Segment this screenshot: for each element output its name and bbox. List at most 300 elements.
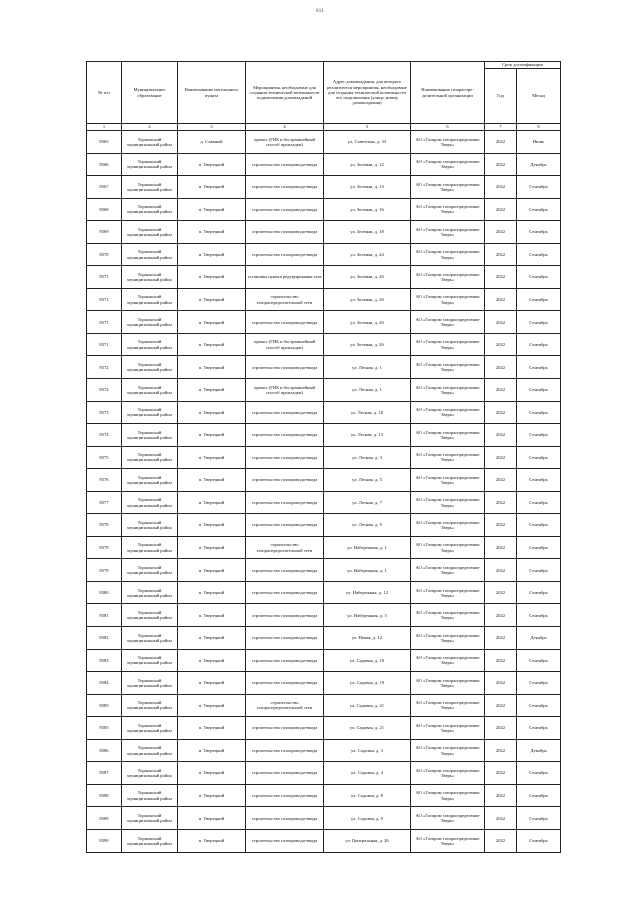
settlement-cell: п. Тверецкий xyxy=(178,333,246,356)
row-number: 8585 xyxy=(87,717,122,740)
row-number: 8583 xyxy=(87,649,122,672)
municipality-cell: Торжокский муниципальный район xyxy=(122,694,178,717)
header-year: Год xyxy=(485,69,517,124)
table-row xyxy=(87,266,561,289)
month-cell: Сентябрь xyxy=(517,581,561,604)
distributor-cell: АО «Газпром газораспределение Тверь» xyxy=(411,176,485,199)
municipality-cell: Торжокский муниципальный район xyxy=(122,672,178,695)
address-cell: ул. Набережная, д. 1 xyxy=(324,559,411,582)
municipality-cell: Торжокский муниципальный район xyxy=(122,784,178,807)
settlement-cell: д. Славный xyxy=(178,131,246,154)
municipality-cell: Торжокский муниципальный район xyxy=(122,649,178,672)
municipality-cell: Торжокский муниципальный район xyxy=(122,288,178,311)
row-number: 8590 xyxy=(87,829,122,852)
row-number: 8581 xyxy=(87,604,122,627)
distributor-cell: АО «Газпром газораспределение Тверь» xyxy=(411,198,485,221)
row-number: 8586 xyxy=(87,739,122,762)
municipality-cell: Торжокский муниципальный район xyxy=(122,762,178,785)
settlement-cell: п. Тверецкий xyxy=(178,672,246,695)
distributor-cell: АО «Газпром газораспределение Тверь» xyxy=(411,356,485,379)
settlement-cell: п. Тверецкий xyxy=(178,379,246,402)
row-number: 8585 xyxy=(87,694,122,717)
address-cell: ул. Центральная, д. 26 xyxy=(324,829,411,852)
table-row xyxy=(87,243,561,266)
header-activity: Мероприятия, необходимые для создания технической возможности подключения домовладений xyxy=(246,62,324,124)
activity-cell: строительство газопровода-ввода xyxy=(246,829,324,852)
municipality-cell: Торжокский муниципальный район xyxy=(122,333,178,356)
activity-cell: строительство газопровода-ввода xyxy=(246,424,324,447)
table-row xyxy=(87,153,561,176)
year-cell: 2022 xyxy=(485,243,517,266)
header-num: № п/п xyxy=(87,62,122,124)
activity-cell: строительство газопровода-ввода xyxy=(246,807,324,830)
row-number: 8571 xyxy=(87,288,122,311)
year-cell: 2022 xyxy=(485,762,517,785)
address-cell: ул. Зеленая, д. 26 xyxy=(324,288,411,311)
row-number: 8571 xyxy=(87,333,122,356)
column-number: 4 xyxy=(246,124,324,131)
settlement-cell: п. Тверецкий xyxy=(178,581,246,604)
settlement-cell: п. Тверецкий xyxy=(178,266,246,289)
distributor-cell: АО «Газпром газораспределение Тверь» xyxy=(411,379,485,402)
address-cell: ул. Лесная, д. 5 xyxy=(324,469,411,492)
municipality-cell: Торжокский муниципальный район xyxy=(122,829,178,852)
municipality-cell: Торжокский муниципальный район xyxy=(122,581,178,604)
header-month: Месяц xyxy=(517,69,561,124)
municipality-cell: Торжокский муниципальный район xyxy=(122,469,178,492)
municipality-cell: Торжокский муниципальный район xyxy=(122,176,178,199)
year-cell: 2022 xyxy=(485,131,517,154)
address-cell: ул. Лесная, д. 13 xyxy=(324,424,411,447)
table-row xyxy=(87,379,561,402)
year-cell: 2022 xyxy=(485,266,517,289)
year-cell: 2022 xyxy=(485,153,517,176)
table-row xyxy=(87,311,561,334)
month-cell: Сентябрь xyxy=(517,266,561,289)
month-cell: Сентябрь xyxy=(517,176,561,199)
month-cell: Сентябрь xyxy=(517,401,561,424)
activity-cell: строительство газопровода-ввода xyxy=(246,604,324,627)
row-number: 8567 xyxy=(87,176,122,199)
municipality-cell: Торжокский муниципальный район xyxy=(122,627,178,650)
activity-cell: строительство газопровода-ввода xyxy=(246,243,324,266)
municipality-cell: Торжокский муниципальный район xyxy=(122,131,178,154)
distributor-cell: АО «Газпром газораспределение Тверь» xyxy=(411,288,485,311)
year-cell: 2022 xyxy=(485,379,517,402)
month-cell: Сентябрь xyxy=(517,311,561,334)
table-row xyxy=(87,288,561,311)
municipality-cell: Торжокский муниципальный район xyxy=(122,311,178,334)
municipality-cell: Торжокский муниципальный район xyxy=(122,739,178,762)
table-row xyxy=(87,717,561,740)
row-number: 8579 xyxy=(87,536,122,559)
settlement-cell: п. Тверецкий xyxy=(178,829,246,852)
year-cell: 2022 xyxy=(485,649,517,672)
address-cell: ул. Набережная, д. 5 xyxy=(324,604,411,627)
table-row xyxy=(87,221,561,244)
page-number: 611 xyxy=(316,9,324,14)
settlement-cell: п. Тверецкий xyxy=(178,491,246,514)
settlement-cell: п. Тверецкий xyxy=(178,424,246,447)
table-row xyxy=(87,131,561,154)
column-number-row xyxy=(87,124,561,131)
address-cell: ул. Садовая, д. 21 xyxy=(324,694,411,717)
year-cell: 2022 xyxy=(485,176,517,199)
settlement-cell: п. Тверецкий xyxy=(178,288,246,311)
month-cell: Сентябрь xyxy=(517,672,561,695)
table-row xyxy=(87,401,561,424)
activity-cell: строительство газопровода-ввода xyxy=(246,176,324,199)
distributor-cell: АО «Газпром газораспределение Тверь» xyxy=(411,581,485,604)
month-cell: Сентябрь xyxy=(517,333,561,356)
row-number: 8579 xyxy=(87,559,122,582)
row-number: 8572 xyxy=(87,379,122,402)
settlement-cell: п. Тверецкий xyxy=(178,717,246,740)
table-row xyxy=(87,356,561,379)
table-row xyxy=(87,762,561,785)
address-cell: ул. Садовая, д. 4 xyxy=(324,762,411,785)
row-number: 8573 xyxy=(87,401,122,424)
month-cell: Июнь xyxy=(517,131,561,154)
distributor-cell: АО «Газпром газораспределение Тверь» xyxy=(411,311,485,334)
year-cell: 2022 xyxy=(485,559,517,582)
address-cell: ул. Лесная, д. 1 xyxy=(324,356,411,379)
municipality-cell: Торжокский муниципальный район xyxy=(122,536,178,559)
month-cell: Декабрь xyxy=(517,739,561,762)
distributor-cell: АО «Газпром газораспределение Тверь» xyxy=(411,717,485,740)
municipality-cell: Торжокский муниципальный район xyxy=(122,491,178,514)
address-cell: ул. Лесная, д. 9 xyxy=(324,514,411,537)
year-cell: 2022 xyxy=(485,446,517,469)
distributor-cell: АО «Газпром газораспределение Тверь» xyxy=(411,469,485,492)
table-row xyxy=(87,333,561,356)
table-row xyxy=(87,469,561,492)
header-settlement: Наименование населенного пункта xyxy=(178,62,246,124)
row-number: 8578 xyxy=(87,514,122,537)
year-cell: 2022 xyxy=(485,311,517,334)
activity-cell: строительство газопровода-ввода xyxy=(246,514,324,537)
activity-cell: строительство газопровода-ввода xyxy=(246,717,324,740)
table-row xyxy=(87,536,561,559)
activity-cell: строительство газораспределительной сети xyxy=(246,288,324,311)
month-cell: Сентябрь xyxy=(517,829,561,852)
month-cell: Сентябрь xyxy=(517,559,561,582)
address-cell: ул. Лесная, д. 7 xyxy=(324,491,411,514)
municipality-cell: Торжокский муниципальный район xyxy=(122,153,178,176)
year-cell: 2022 xyxy=(485,784,517,807)
activity-cell: строительство газораспределительной сети xyxy=(246,536,324,559)
row-number: 8580 xyxy=(87,581,122,604)
settlement-cell: п. Тверецкий xyxy=(178,604,246,627)
row-number: 8588 xyxy=(87,784,122,807)
address-cell: ул. Набережная, д. 1 xyxy=(324,536,411,559)
month-cell: Сентябрь xyxy=(517,469,561,492)
settlement-cell: п. Тверецкий xyxy=(178,739,246,762)
distributor-cell: АО «Газпром газораспределение Тверь» xyxy=(411,424,485,447)
settlement-cell: п. Тверецкий xyxy=(178,784,246,807)
activity-cell: строительство газопровода-ввода xyxy=(246,198,324,221)
settlement-cell: п. Тверецкий xyxy=(178,469,246,492)
distributor-cell: АО «Газпром газораспределение Тверь» xyxy=(411,807,485,830)
year-cell: 2022 xyxy=(485,604,517,627)
row-number: 8570 xyxy=(87,243,122,266)
address-cell: ул. Зеленая, д. 24 xyxy=(324,243,411,266)
table-row xyxy=(87,604,561,627)
settlement-cell: п. Тверецкий xyxy=(178,153,246,176)
year-cell: 2022 xyxy=(485,198,517,221)
column-number: 8 xyxy=(517,124,561,131)
distributor-cell: АО «Газпром газораспределение Тверь» xyxy=(411,446,485,469)
activity-cell: строительство газопровода-ввода xyxy=(246,627,324,650)
table-row xyxy=(87,694,561,717)
municipality-cell: Торжокский муниципальный район xyxy=(122,514,178,537)
settlement-cell: п. Тверецкий xyxy=(178,536,246,559)
address-cell: ул. Садовая, д. 19 xyxy=(324,672,411,695)
column-number: 3 xyxy=(178,124,246,131)
distributor-cell: АО «Газпром газораспределение Тверь» xyxy=(411,243,485,266)
settlement-cell: п. Тверецкий xyxy=(178,559,246,582)
month-cell: Сентябрь xyxy=(517,717,561,740)
month-cell: Сентябрь xyxy=(517,356,561,379)
row-number: 8572 xyxy=(87,356,122,379)
address-cell: ул. Новая, д. 12 xyxy=(324,627,411,650)
distributor-cell: АО «Газпром газораспределение Тверь» xyxy=(411,672,485,695)
year-cell: 2022 xyxy=(485,288,517,311)
month-cell: Сентябрь xyxy=(517,536,561,559)
table-row xyxy=(87,424,561,447)
gasification-table xyxy=(86,61,561,853)
month-cell: Сентябрь xyxy=(517,514,561,537)
activity-cell: строительство газопровода-ввода xyxy=(246,559,324,582)
table-row xyxy=(87,649,561,672)
year-cell: 2022 xyxy=(485,717,517,740)
row-number: 8574 xyxy=(87,424,122,447)
address-cell: ул. Садовая, д. 21 xyxy=(324,717,411,740)
row-number: 8582 xyxy=(87,627,122,650)
year-cell: 2022 xyxy=(485,627,517,650)
year-cell: 2022 xyxy=(485,424,517,447)
activity-cell: строительство газопровода-ввода xyxy=(246,739,324,762)
distributor-cell: АО «Газпром газораспределение Тверь» xyxy=(411,762,485,785)
year-cell: 2022 xyxy=(485,333,517,356)
year-cell: 2022 xyxy=(485,356,517,379)
activity-cell: строительство газопровода-ввода xyxy=(246,221,324,244)
month-cell: Сентябрь xyxy=(517,288,561,311)
address-cell: ул. Зеленая, д. 13 xyxy=(324,176,411,199)
settlement-cell: п. Тверецкий xyxy=(178,446,246,469)
address-cell: ул. Зеленая, д. 16 xyxy=(324,198,411,221)
address-cell: ул. Зеленая, д. 18 xyxy=(324,221,411,244)
row-number: 8569 xyxy=(87,221,122,244)
month-cell: Сентябрь xyxy=(517,807,561,830)
year-cell: 2022 xyxy=(485,401,517,424)
municipality-cell: Торжокский муниципальный район xyxy=(122,266,178,289)
month-cell: Сентябрь xyxy=(517,491,561,514)
address-cell: ул. Лесная, д. 10 xyxy=(324,401,411,424)
municipality-cell: Торжокский муниципальный район xyxy=(122,198,178,221)
row-number: 8568 xyxy=(87,198,122,221)
address-cell: ул. Садовая, д. 9 xyxy=(324,807,411,830)
table-row xyxy=(87,491,561,514)
activity-cell: строительство газопровода-ввода xyxy=(246,649,324,672)
activity-cell: строительство газопровода-ввода xyxy=(246,356,324,379)
settlement-cell: п. Тверецкий xyxy=(178,356,246,379)
settlement-cell: п. Тверецкий xyxy=(178,198,246,221)
distributor-cell: АО «Газпром газораспределение Тверь» xyxy=(411,514,485,537)
year-cell: 2022 xyxy=(485,221,517,244)
table-row xyxy=(87,446,561,469)
distributor-cell: АО «Газпром газораспределение Тверь» xyxy=(411,221,485,244)
row-number: 8584 xyxy=(87,672,122,695)
header-address: Адрес домовладения, для которого реализуются мероприятия, необходимые для создания технической возможности его подключения (улица, номер домовладения) xyxy=(324,62,411,124)
year-cell: 2022 xyxy=(485,581,517,604)
month-cell: Сентябрь xyxy=(517,198,561,221)
year-cell: 2022 xyxy=(485,739,517,762)
address-cell: ул. Садовая, д. 3 xyxy=(324,739,411,762)
row-number: 8571 xyxy=(87,311,122,334)
activity-cell: прокол (ГНБ и бестраншейный способ прокладки) xyxy=(246,131,324,154)
table-row xyxy=(87,829,561,852)
activity-cell: строительство газопровода-ввода xyxy=(246,469,324,492)
activity-cell: строительство газопровода-ввода xyxy=(246,762,324,785)
municipality-cell: Торжокский муниципальный район xyxy=(122,446,178,469)
distributor-cell: АО «Газпром газораспределение Тверь» xyxy=(411,333,485,356)
activity-cell: строительство газопровода-ввода xyxy=(246,401,324,424)
column-number: 6 xyxy=(411,124,485,131)
activity-cell: строительство газораспределительной сети xyxy=(246,694,324,717)
activity-cell: строительство газопровода-ввода xyxy=(246,672,324,695)
distributor-cell: АО «Газпром газораспределение Тверь» xyxy=(411,784,485,807)
year-cell: 2022 xyxy=(485,469,517,492)
address-cell: ул. Зеленая, д. 26 xyxy=(324,266,411,289)
municipality-cell: Торжокский муниципальный район xyxy=(122,604,178,627)
municipality-cell: Торжокский муниципальный район xyxy=(122,401,178,424)
settlement-cell: п. Тверецкий xyxy=(178,311,246,334)
municipality-cell: Торжокский муниципальный район xyxy=(122,221,178,244)
distributor-cell: АО «Газпром газораспределение Тверь» xyxy=(411,131,485,154)
activity-cell: строительство газопровода-ввода xyxy=(246,491,324,514)
address-cell: ул. Лесная, д. 3 xyxy=(324,446,411,469)
address-cell: ул. Зеленая, д. 26 xyxy=(324,333,411,356)
month-cell: Сентябрь xyxy=(517,424,561,447)
table-row xyxy=(87,739,561,762)
month-cell: Сентябрь xyxy=(517,784,561,807)
settlement-cell: п. Тверецкий xyxy=(178,514,246,537)
month-cell: Сентябрь xyxy=(517,446,561,469)
table-body xyxy=(87,131,561,853)
year-cell: 2022 xyxy=(485,807,517,830)
settlement-cell: п. Тверецкий xyxy=(178,243,246,266)
month-cell: Сентябрь xyxy=(517,221,561,244)
settlement-cell: п. Тверецкий xyxy=(178,627,246,650)
year-cell: 2022 xyxy=(485,491,517,514)
distributor-cell: АО «Газпром газораспределение Тверь» xyxy=(411,536,485,559)
activity-cell: прокол (ГНБ и бестраншейный способ прокладки) xyxy=(246,333,324,356)
municipality-cell: Торжокский муниципальный район xyxy=(122,424,178,447)
row-number: 8589 xyxy=(87,807,122,830)
table-row xyxy=(87,559,561,582)
month-cell: Декабрь xyxy=(517,627,561,650)
header-deadline: Срок догазификации xyxy=(485,62,561,69)
activity-cell: строительство газопровода-ввода xyxy=(246,784,324,807)
table-row xyxy=(87,581,561,604)
table-row xyxy=(87,672,561,695)
address-cell: ул. Лесная, д. 1 xyxy=(324,379,411,402)
month-cell: Сентябрь xyxy=(517,604,561,627)
month-cell: Сентябрь xyxy=(517,243,561,266)
distributor-cell: АО «Газпром газораспределение Тверь» xyxy=(411,401,485,424)
address-cell: ул. Советская, д. 33 xyxy=(324,131,411,154)
distributor-cell: АО «Газпром газораспределение Тверь» xyxy=(411,491,485,514)
month-cell: Сентябрь xyxy=(517,694,561,717)
distributor-cell: АО «Газпром газораспределение Тверь» xyxy=(411,559,485,582)
table-row xyxy=(87,627,561,650)
month-cell: Сентябрь xyxy=(517,649,561,672)
address-cell: ул. Садовая, д. 8 xyxy=(324,784,411,807)
month-cell: Декабрь xyxy=(517,153,561,176)
table-row xyxy=(87,807,561,830)
activity-cell: установка пункта редуцирования газа xyxy=(246,266,324,289)
row-number: 8577 xyxy=(87,491,122,514)
distributor-cell: АО «Газпром газораспределение Тверь» xyxy=(411,829,485,852)
table-row xyxy=(87,514,561,537)
row-number: 8566 xyxy=(87,153,122,176)
distributor-cell: АО «Газпром газораспределение Тверь» xyxy=(411,694,485,717)
table-row xyxy=(87,176,561,199)
settlement-cell: п. Тверецкий xyxy=(178,807,246,830)
table-row xyxy=(87,198,561,221)
settlement-cell: п. Тверецкий xyxy=(178,694,246,717)
year-cell: 2022 xyxy=(485,829,517,852)
distributor-cell: АО «Газпром газораспределение Тверь» xyxy=(411,649,485,672)
activity-cell: строительство газопровода-ввода xyxy=(246,581,324,604)
municipality-cell: Торжокский муниципальный район xyxy=(122,379,178,402)
distributor-cell: АО «Газпром газораспределение Тверь» xyxy=(411,266,485,289)
row-number: 8571 xyxy=(87,266,122,289)
distributor-cell: АО «Газпром газораспределение Тверь» xyxy=(411,153,485,176)
year-cell: 2022 xyxy=(485,694,517,717)
table-row xyxy=(87,784,561,807)
month-cell: Сентябрь xyxy=(517,762,561,785)
municipality-cell: Торжокский муниципальный район xyxy=(122,717,178,740)
address-cell: ул. Набережная, д. 12 xyxy=(324,581,411,604)
column-number: 7 xyxy=(485,124,517,131)
column-number: 1 xyxy=(87,124,122,131)
header-municipality: Муниципальное образование xyxy=(122,62,178,124)
settlement-cell: п. Тверецкий xyxy=(178,221,246,244)
year-cell: 2022 xyxy=(485,536,517,559)
address-cell: ул. Зеленая, д. 26 xyxy=(324,311,411,334)
distributor-cell: АО «Газпром газораспределение Тверь» xyxy=(411,627,485,650)
row-number: 8587 xyxy=(87,762,122,785)
row-number: 8575 xyxy=(87,446,122,469)
distributor-cell: АО «Газпром газораспределение Тверь» xyxy=(411,604,485,627)
address-cell: ул. Садовая, д. 10 xyxy=(324,649,411,672)
activity-cell: строительство газопровода-ввода xyxy=(246,311,324,334)
settlement-cell: п. Тверецкий xyxy=(178,762,246,785)
settlement-cell: п. Тверецкий xyxy=(178,176,246,199)
activity-cell: прокол (ГНБ и бестраншейный способ прокладки) xyxy=(246,379,324,402)
settlement-cell: п. Тверецкий xyxy=(178,649,246,672)
year-cell: 2022 xyxy=(485,514,517,537)
row-number: 8565 xyxy=(87,131,122,154)
header-distributor: Наименование газораспре-делительной организации xyxy=(411,62,485,124)
address-cell: ул. Зеленая, д. 12 xyxy=(324,153,411,176)
row-number: 8576 xyxy=(87,469,122,492)
activity-cell: строительство газопровода-ввода xyxy=(246,153,324,176)
municipality-cell: Торжокский муниципальный район xyxy=(122,559,178,582)
municipality-cell: Торжокский муниципальный район xyxy=(122,243,178,266)
